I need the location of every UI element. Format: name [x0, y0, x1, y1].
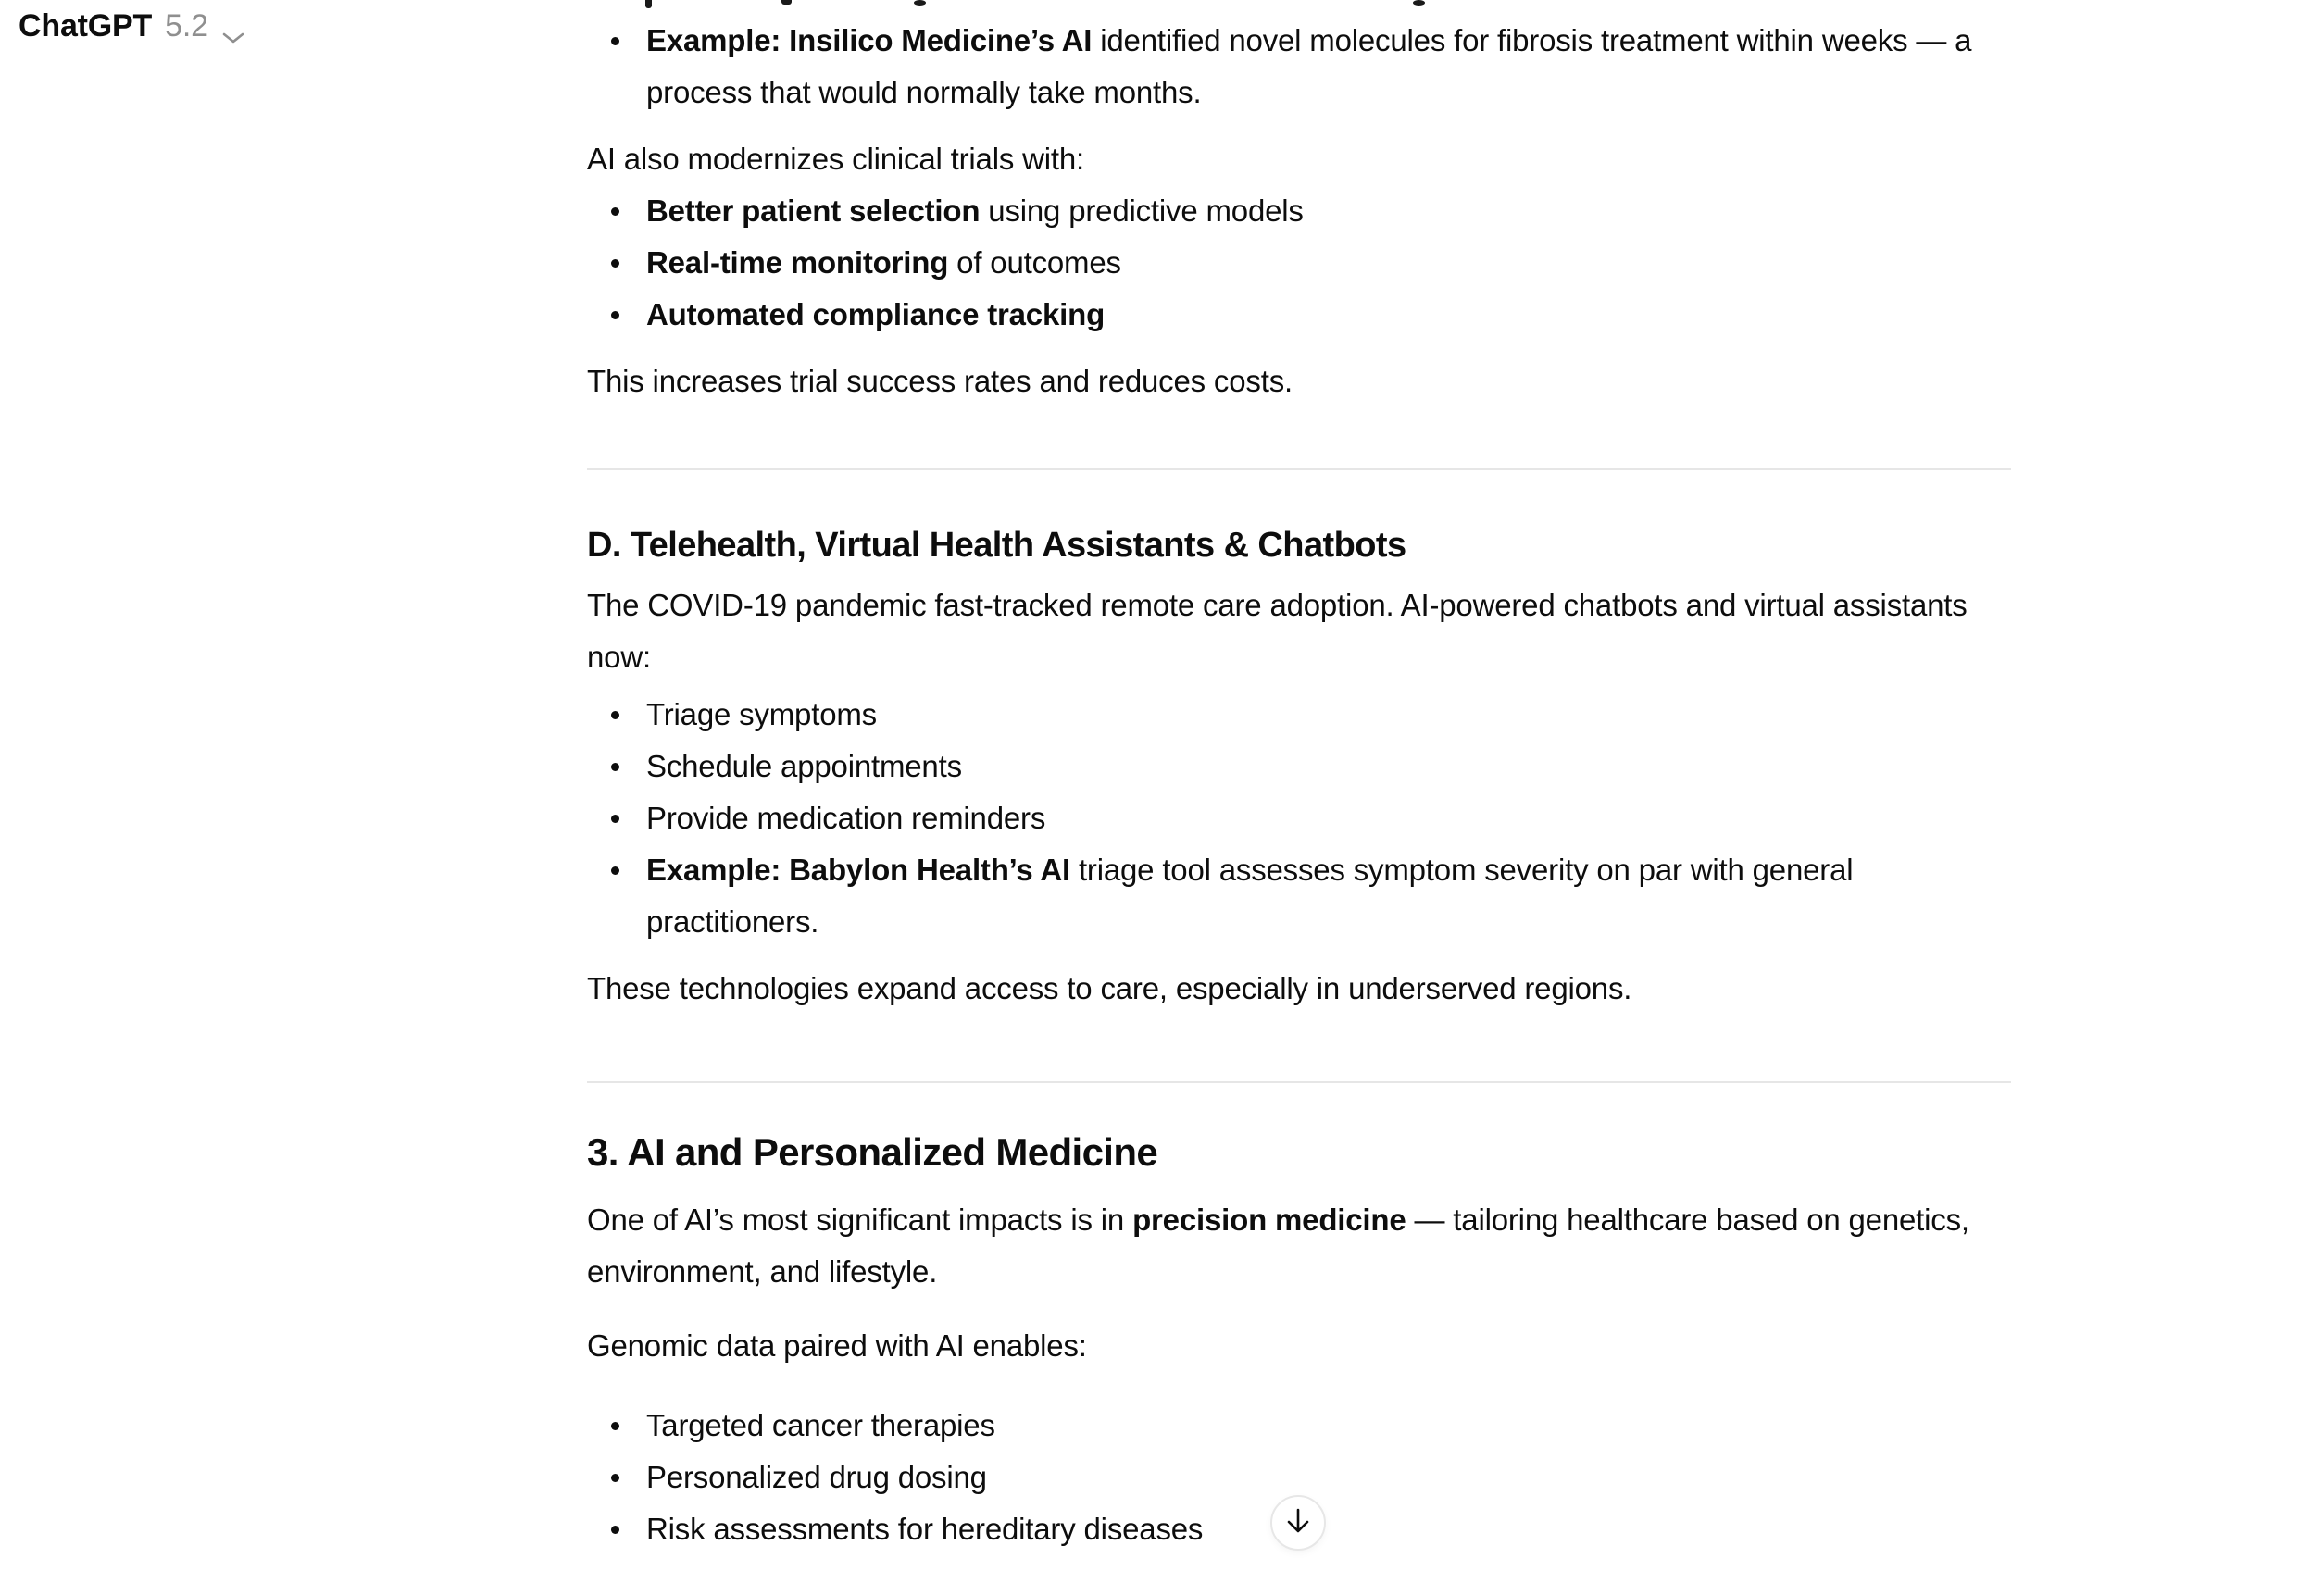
bold-text: Real-time monitoring	[646, 245, 949, 280]
text: Targeted cancer therapies	[646, 1408, 995, 1442]
text: Provide medication reminders	[646, 801, 1046, 835]
bullet-list-genomic	[587, 1400, 1203, 1555]
scroll-to-bottom-button[interactable]	[1270, 1495, 1326, 1551]
arrow-down-icon	[1284, 1506, 1312, 1540]
text: process that would normally take months.	[646, 75, 1202, 109]
model-switcher[interactable]	[19, 6, 245, 56]
paragraph-precision-medicine	[587, 1194, 1969, 1298]
paragraph-covid	[587, 580, 1968, 683]
list-item	[587, 792, 1853, 844]
list-item	[587, 1452, 1203, 1503]
bold-text: precision medicine	[1132, 1203, 1406, 1237]
chevron-down-icon	[221, 15, 245, 56]
text: identified novel molecules for fibrosis treatment within weeks — a	[1092, 23, 1972, 57]
section-divider	[587, 468, 2011, 470]
list-item	[587, 844, 1853, 948]
list-item	[587, 1400, 1203, 1452]
text: of outcomes	[948, 245, 1121, 280]
list-item	[587, 741, 1853, 792]
text: — tailoring healthcare based on genetics,	[1406, 1203, 1969, 1237]
text: Triage symptoms	[646, 697, 877, 731]
text: practitioners.	[646, 904, 819, 939]
section-divider	[587, 1081, 2011, 1083]
paragraph-clinical-trials: AI also modernizes clinical trials with:	[587, 142, 1085, 176]
bullet-list-clinical-trials	[587, 185, 1304, 341]
bullet-list-drug-discovery	[587, 15, 1971, 118]
text: using predictive models	[980, 193, 1304, 228]
paragraph-access: These technologies expand access to care, especially in underserved regions.	[587, 971, 1632, 1005]
bold-text: Example: Insilico Medicine’s AI	[646, 23, 1093, 57]
bold-text: Better patient selection	[646, 193, 981, 228]
text: Schedule appointments	[646, 749, 962, 783]
text: now:	[587, 640, 651, 674]
list-item	[587, 289, 1304, 341]
text: Personalized drug dosing	[646, 1460, 987, 1494]
paragraph-success-rates: This increases trial success rates and reduces costs.	[587, 364, 1293, 398]
heading-personalized-medicine: 3. AI and Personalized Medicine	[587, 1130, 1158, 1174]
text: The COVID-19 pandemic fast-tracked remote care adoption. AI-powered chatbots and virtual assistants	[587, 588, 1968, 622]
text: environment, and lifestyle.	[587, 1254, 938, 1289]
brand-label: ChatGPT	[19, 8, 153, 44]
bullet-list-telehealth	[587, 689, 1853, 948]
list-item	[587, 1503, 1203, 1555]
heading-telehealth: D. Telehealth, Virtual Health Assistants & Chatbots	[587, 526, 1406, 565]
text: Risk assessments for hereditary diseases	[646, 1512, 1204, 1546]
paragraph-genomic: Genomic data paired with AI enables:	[587, 1328, 1087, 1363]
text: triage tool assesses symptom severity on par with general	[1069, 853, 1854, 887]
text: One of AI’s most significant impacts is in	[587, 1203, 1133, 1237]
list-item	[587, 237, 1304, 289]
list-item	[587, 185, 1304, 237]
bold-text: Example: Babylon Health’s AI	[646, 853, 1070, 887]
bold-text: Automated compliance tracking	[646, 297, 1106, 331]
model-version-label: 5.2	[165, 8, 208, 44]
list-item	[587, 689, 1853, 741]
list-item	[587, 15, 1971, 118]
